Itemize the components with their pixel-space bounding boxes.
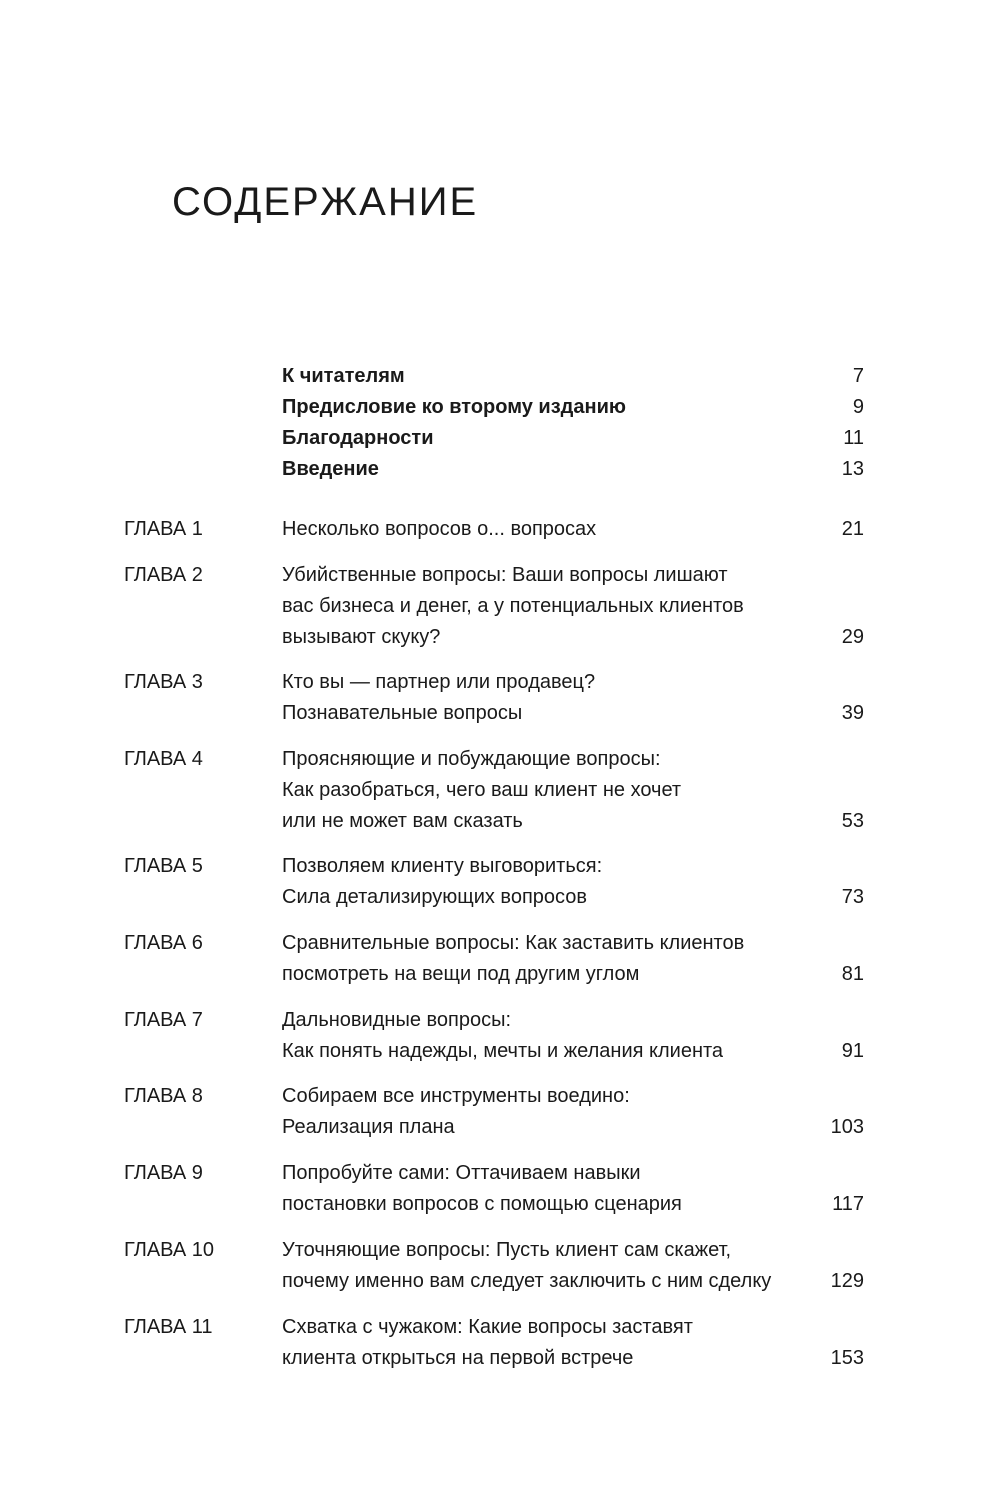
chapter-title-line: [282, 1266, 864, 1297]
chapter-label: ГЛАВА 9: [124, 1162, 203, 1184]
chapter-page-number: 91: [841, 1040, 864, 1062]
chapter-title-text: Как понять надежды, мечты и желания клиента: [282, 1040, 724, 1062]
chapter-title-line: [282, 959, 864, 990]
front-matter-item[interactable]: [282, 392, 864, 423]
chapter-entry[interactable]: [124, 1158, 864, 1220]
front-matter-item[interactable]: [282, 454, 864, 485]
chapter-title-line: [282, 560, 864, 591]
entry-title: К читателям: [282, 365, 405, 387]
chapter-title-text: Сила детализирующих вопросов: [282, 886, 587, 908]
chapter-entry[interactable]: [124, 851, 864, 913]
chapter-title-line: [282, 1081, 864, 1112]
chapter-title-line: [282, 775, 864, 806]
chapter-title-line: [282, 1036, 864, 1067]
entry-page-number: 11: [843, 427, 864, 449]
front-matter-item[interactable]: [282, 361, 864, 392]
front-matter-item[interactable]: [282, 423, 864, 454]
chapter-title-line: [282, 806, 864, 837]
chapter-title-text: Как разобраться, чего ваш клиент не хочет: [282, 779, 682, 801]
chapter-page-number: 73: [841, 886, 864, 908]
page-title: СОДЕРЖАНИЕ: [172, 180, 479, 224]
chapter-title-line: [282, 514, 864, 545]
chapter-title-text: почему именно вам следует заключить с ним сделку: [282, 1270, 772, 1292]
entry-title: Введение: [282, 458, 379, 480]
chapter-entry[interactable]: [124, 1312, 864, 1374]
chapter-title-block: [282, 928, 864, 990]
chapter-title-text: Собираем все инструменты воедино:: [282, 1085, 630, 1107]
chapter-title-block: [282, 514, 864, 545]
chapter-title-text: посмотреть на вещи под другим углом: [282, 963, 640, 985]
chapter-title-block: [282, 1081, 864, 1143]
chapter-page-number: 153: [830, 1347, 864, 1369]
chapter-entry[interactable]: [124, 667, 864, 729]
chapter-entry[interactable]: [124, 1081, 864, 1143]
chapter-title-block: [282, 1158, 864, 1220]
chapter-label: ГЛАВА 5: [124, 855, 203, 877]
chapter-label: ГЛАВА 11: [124, 1316, 213, 1338]
chapter-title-line: [282, 698, 864, 729]
chapter-label: ГЛАВА 6: [124, 932, 203, 954]
chapter-page-number: 29: [841, 626, 864, 648]
chapter-title-line: [282, 1235, 864, 1266]
chapter-entry[interactable]: [124, 1235, 864, 1297]
chapter-title-block: [282, 1235, 864, 1297]
chapter-title-line: [282, 1343, 864, 1374]
chapter-page-number: 81: [841, 963, 864, 985]
chapter-title-line: [282, 1112, 864, 1143]
chapter-page-number: 39: [841, 702, 864, 724]
chapter-title-text: клиента открыться на первой встрече: [282, 1347, 634, 1369]
chapter-entry[interactable]: [124, 928, 864, 990]
chapter-label: ГЛАВА 2: [124, 564, 203, 586]
chapter-title-text: вас бизнеса и денег, а у потенциальных клиентов: [282, 595, 744, 617]
chapter-title-line: [282, 1005, 864, 1036]
chapter-title-line: [282, 667, 864, 698]
chapter-title-text: Познавательные вопросы: [282, 702, 523, 724]
chapter-label: ГЛАВА 1: [124, 518, 203, 540]
chapter-title-text: Реализация плана: [282, 1116, 455, 1138]
chapter-title-text: Кто вы — партнер или продавец?: [282, 671, 596, 693]
chapter-title-text: постановки вопросов с помощью сценария: [282, 1193, 682, 1215]
chapter-title-line: [282, 882, 864, 913]
chapter-page-number: 129: [830, 1270, 864, 1292]
chapter-title-line: [282, 622, 864, 653]
chapter-entry[interactable]: [124, 1005, 864, 1067]
chapter-title-line: [282, 1189, 864, 1220]
chapter-title-text: вызывают скуку?: [282, 626, 441, 648]
entry-page-number: 13: [841, 458, 864, 480]
chapter-title-text: Попробуйте сами: Оттачиваем навыки: [282, 1162, 641, 1184]
chapter-title-block: [282, 667, 864, 729]
chapter-page-number: 53: [841, 810, 864, 832]
chapter-title-line: [282, 928, 864, 959]
chapter-title-line: [282, 851, 864, 882]
chapter-label: ГЛАВА 3: [124, 671, 203, 693]
chapter-title-text: Проясняющие и побуждающие вопросы:: [282, 748, 661, 770]
chapter-title-block: [282, 560, 864, 653]
chapter-entry[interactable]: [124, 560, 864, 653]
chapter-label: ГЛАВА 10: [124, 1239, 214, 1261]
chapter-title-text: или не может вам сказать: [282, 810, 523, 832]
chapter-title-line: [282, 1312, 864, 1343]
chapter-title-line: [282, 744, 864, 775]
chapter-label: ГЛАВА 8: [124, 1085, 203, 1107]
chapter-title-text: Дальновидные вопросы:: [282, 1009, 512, 1031]
chapter-page-number: 117: [832, 1193, 864, 1215]
chapter-title-text: Уточняющие вопросы: Пусть клиент сам скажет,: [282, 1239, 732, 1261]
chapter-label: ГЛАВА 4: [124, 748, 203, 770]
entry-title: Благодарности: [282, 427, 434, 449]
chapter-title-block: [282, 744, 864, 837]
entry-page-number: 9: [852, 396, 864, 418]
chapter-title-text: Позволяем клиенту выговориться:: [282, 855, 603, 877]
chapter-page-number: 103: [830, 1116, 864, 1138]
chapter-page-number: 21: [841, 518, 864, 540]
entry-page-number: 7: [852, 365, 864, 387]
chapter-title-block: [282, 1312, 864, 1374]
chapter-title-block: [282, 1005, 864, 1067]
chapter-title-text: Несколько вопросов о... вопросах: [282, 518, 597, 540]
chapter-title-text: Убийственные вопросы: Ваши вопросы лишают: [282, 564, 728, 586]
chapter-entry[interactable]: [124, 744, 864, 837]
chapter-title-block: [282, 851, 864, 913]
chapter-entry[interactable]: [124, 514, 864, 545]
chapter-title-line: [282, 1158, 864, 1189]
front-matter-list: [282, 361, 864, 485]
chapter-label: ГЛАВА 7: [124, 1009, 203, 1031]
entry-title: Предисловие ко второму изданию: [282, 396, 626, 418]
chapter-title-text: Сравнительные вопросы: Как заставить клиентов: [282, 932, 745, 954]
chapter-title-line: [282, 591, 864, 622]
chapter-title-text: Схватка с чужаком: Какие вопросы заставят: [282, 1316, 693, 1338]
